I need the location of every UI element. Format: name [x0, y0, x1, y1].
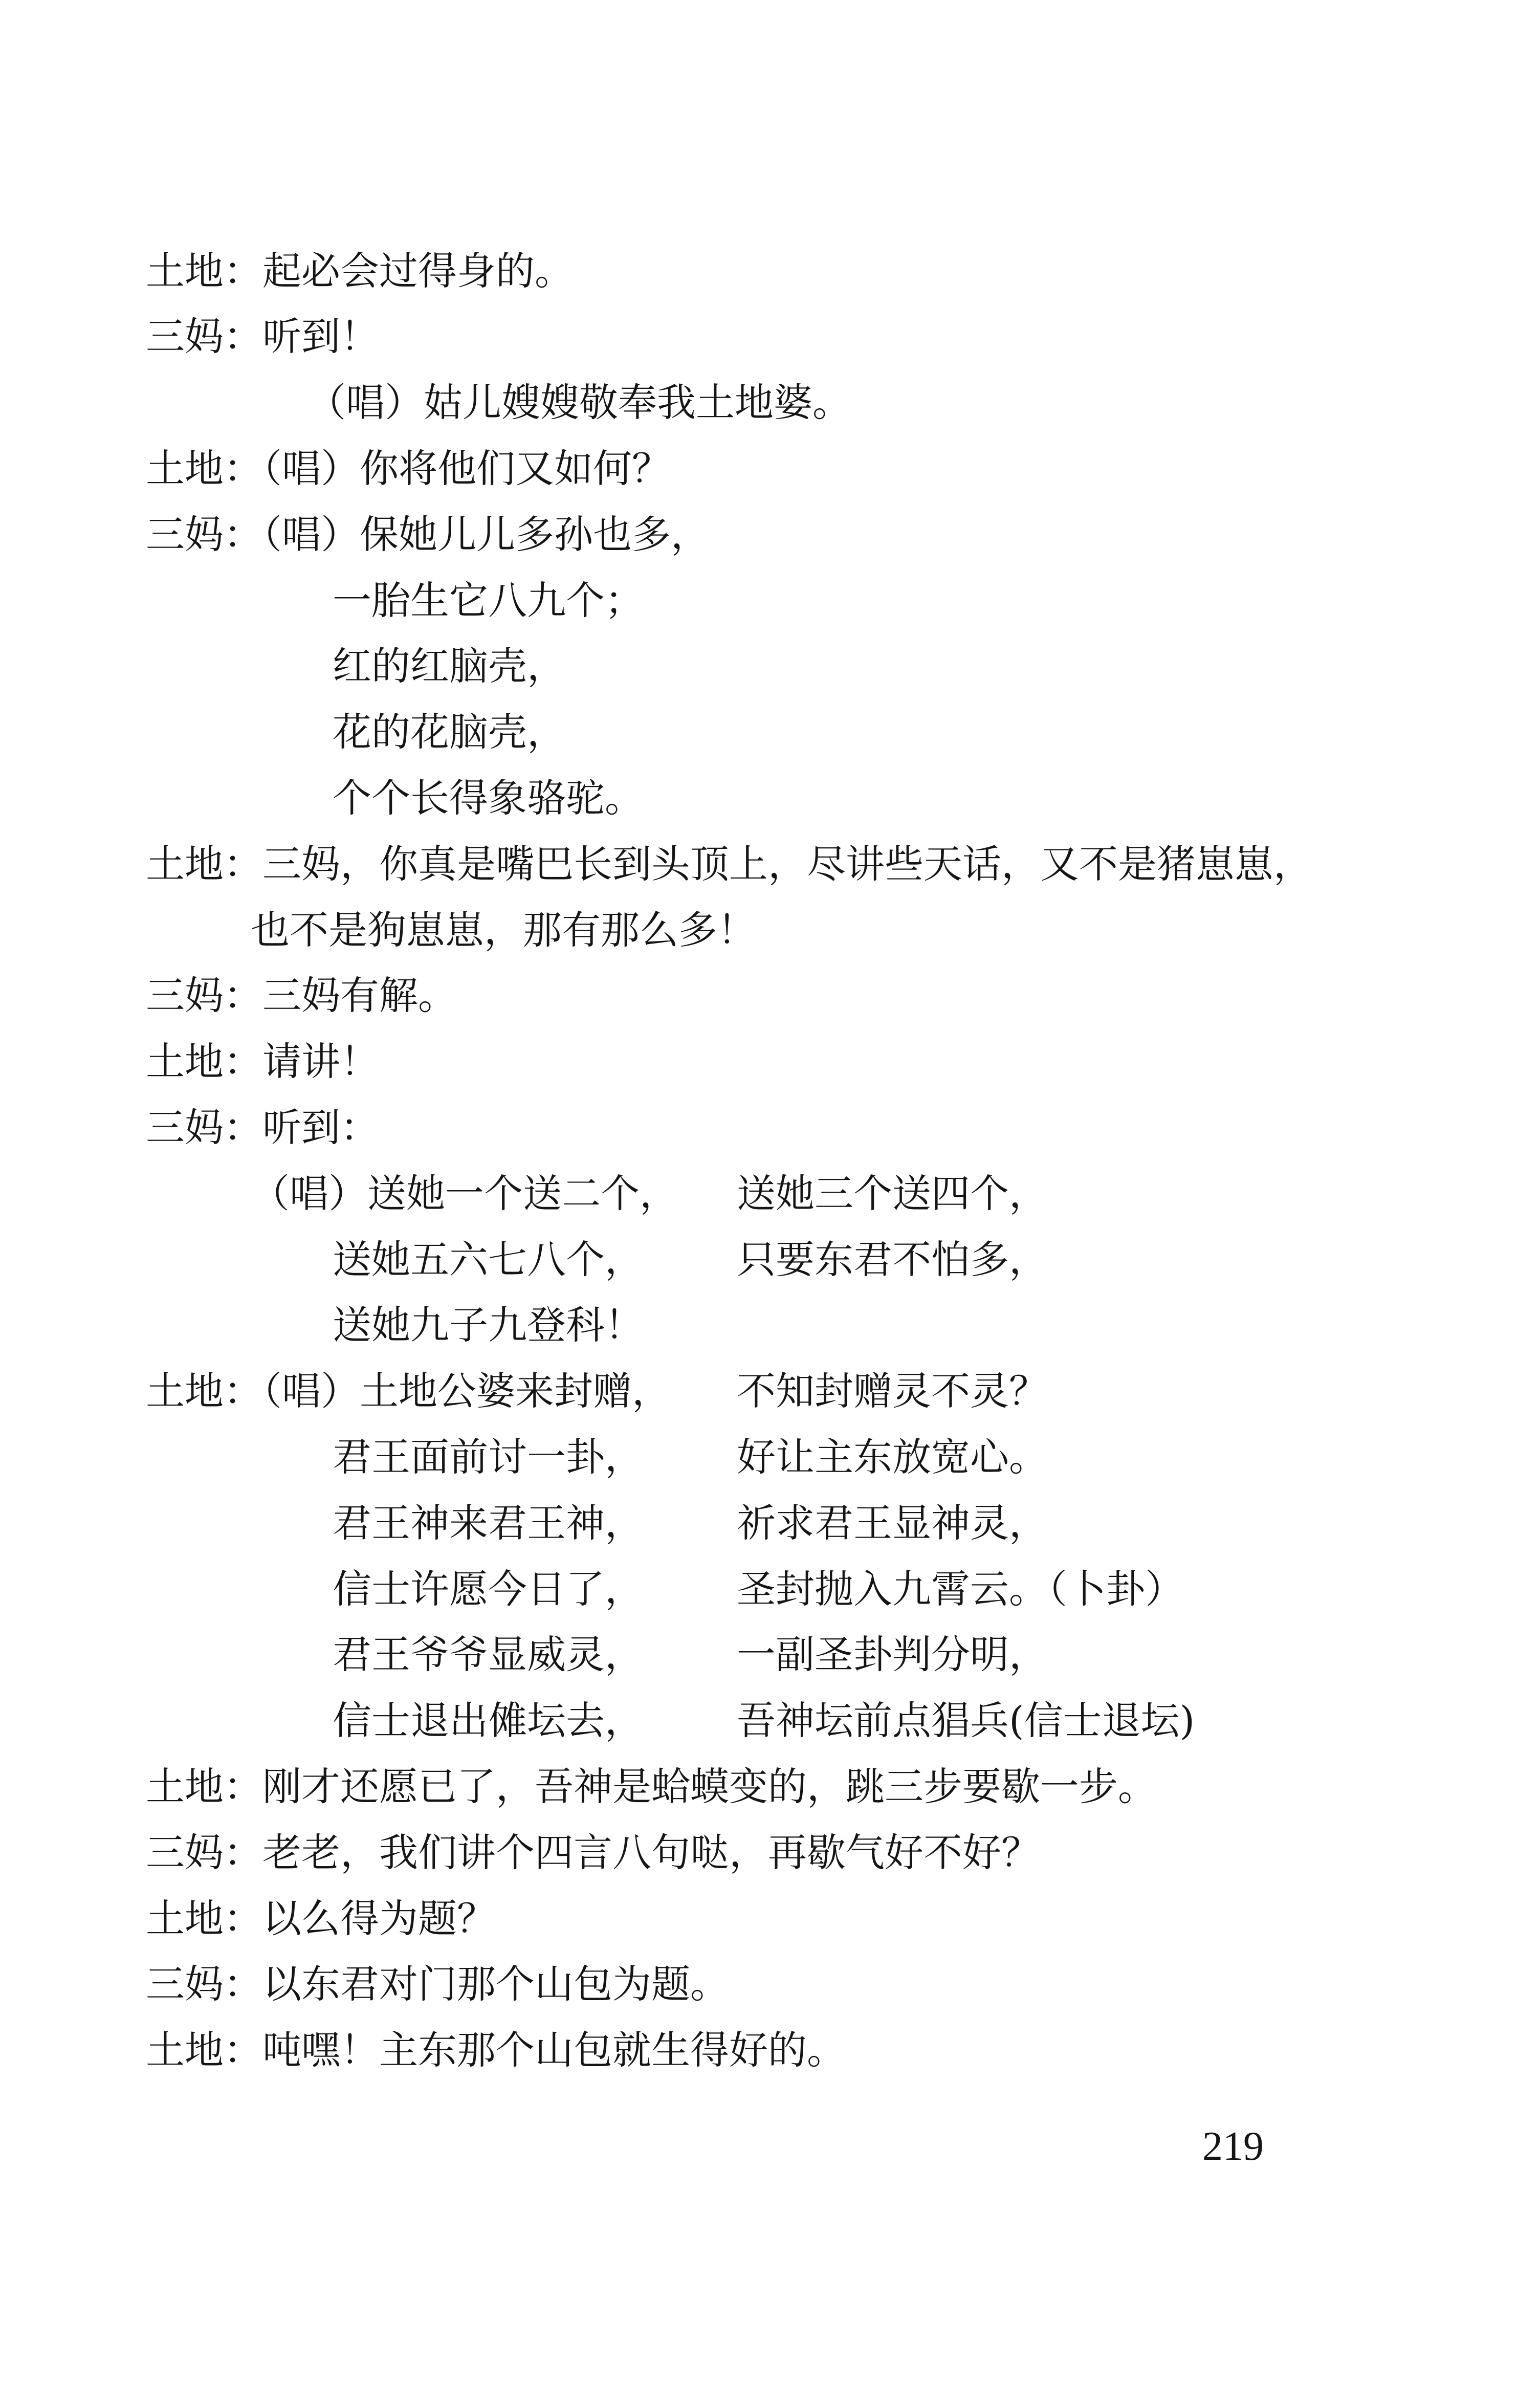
text-line: 三妈：以东君对门那个山包为题。: [146, 1961, 729, 2007]
verse-left: 土地：（唱）土地公婆来封赠，: [146, 1368, 671, 1414]
text-line: 红的红脑壳，: [333, 643, 566, 689]
verse-left: （唱）送她一个送二个，: [251, 1171, 678, 1216]
verse-left: 信士许愿今日了，: [333, 1566, 644, 1612]
verse-left: 信士退出傩坛去，: [333, 1698, 644, 1743]
verse-right: 一副圣卦判分明，: [737, 1632, 1048, 1677]
text-line: 三妈：听到！: [146, 314, 379, 359]
verse-right: 送她三个送四个，: [737, 1171, 1048, 1216]
text-line: 土地：起必会过得身的。: [146, 248, 574, 294]
text-line: 花的花脑壳，: [333, 709, 566, 755]
verse-right: 好让主东放宽心。: [737, 1434, 1048, 1480]
verse-right: 吾神坛前点猖兵(信士退坛): [737, 1698, 1195, 1743]
verse-left: 送她五六七八个，: [333, 1237, 644, 1282]
text-line: 三妈：三妈有解。: [146, 973, 457, 1018]
verse-right: 祈求君王显神灵，: [737, 1500, 1048, 1546]
verse-left: 君王神来君王神，: [333, 1500, 644, 1546]
verse-right: 圣封抛入九霄云。（卜卦）: [737, 1566, 1184, 1612]
text-line: 三妈：听到：: [146, 1105, 379, 1150]
text-line: 也不是狗崽崽，那有那么多！: [251, 907, 756, 953]
verse-right: 只要东君不怕多，: [737, 1237, 1048, 1282]
text-line: 个个长得象骆驼。: [333, 775, 644, 821]
text-line: 一胎生它八九个；: [333, 578, 644, 623]
text-line: （唱）姑儿嫂嫂敬奉我土地婆。: [307, 380, 851, 425]
text-line: 土地：三妈，你真是嘴巴长到头顶上，尽讲些天话，又不是猪崽崽，: [146, 841, 1312, 887]
verse-right: 不知封赠灵不灵？: [737, 1368, 1048, 1414]
page-number: 219: [1202, 2124, 1264, 2169]
text-line: 三妈：老老，我们讲个四言八句哒，再歇气好不好？: [146, 1830, 1040, 1875]
text-line: 三妈：（唱）保她儿儿多孙也多，: [146, 512, 710, 557]
text-line: 土地：（唱）你将他们又如何？: [146, 446, 671, 491]
verse-left: 送她九子九登科！: [333, 1302, 644, 1348]
verse-left: 君王面前讨一卦，: [333, 1434, 644, 1480]
verse-left: 君王爷爷显威灵，: [333, 1632, 644, 1677]
text-line: 土地：吨嘿！主东那个山包就生得好的。: [146, 2027, 846, 2073]
text-line: 土地：以么得为题？: [146, 1896, 496, 1941]
text-line: 土地：请讲！: [146, 1039, 379, 1084]
text-line: 土地：刚才还愿已了，吾神是蛤蟆变的，跳三步要歇一步。: [146, 1764, 1157, 1809]
